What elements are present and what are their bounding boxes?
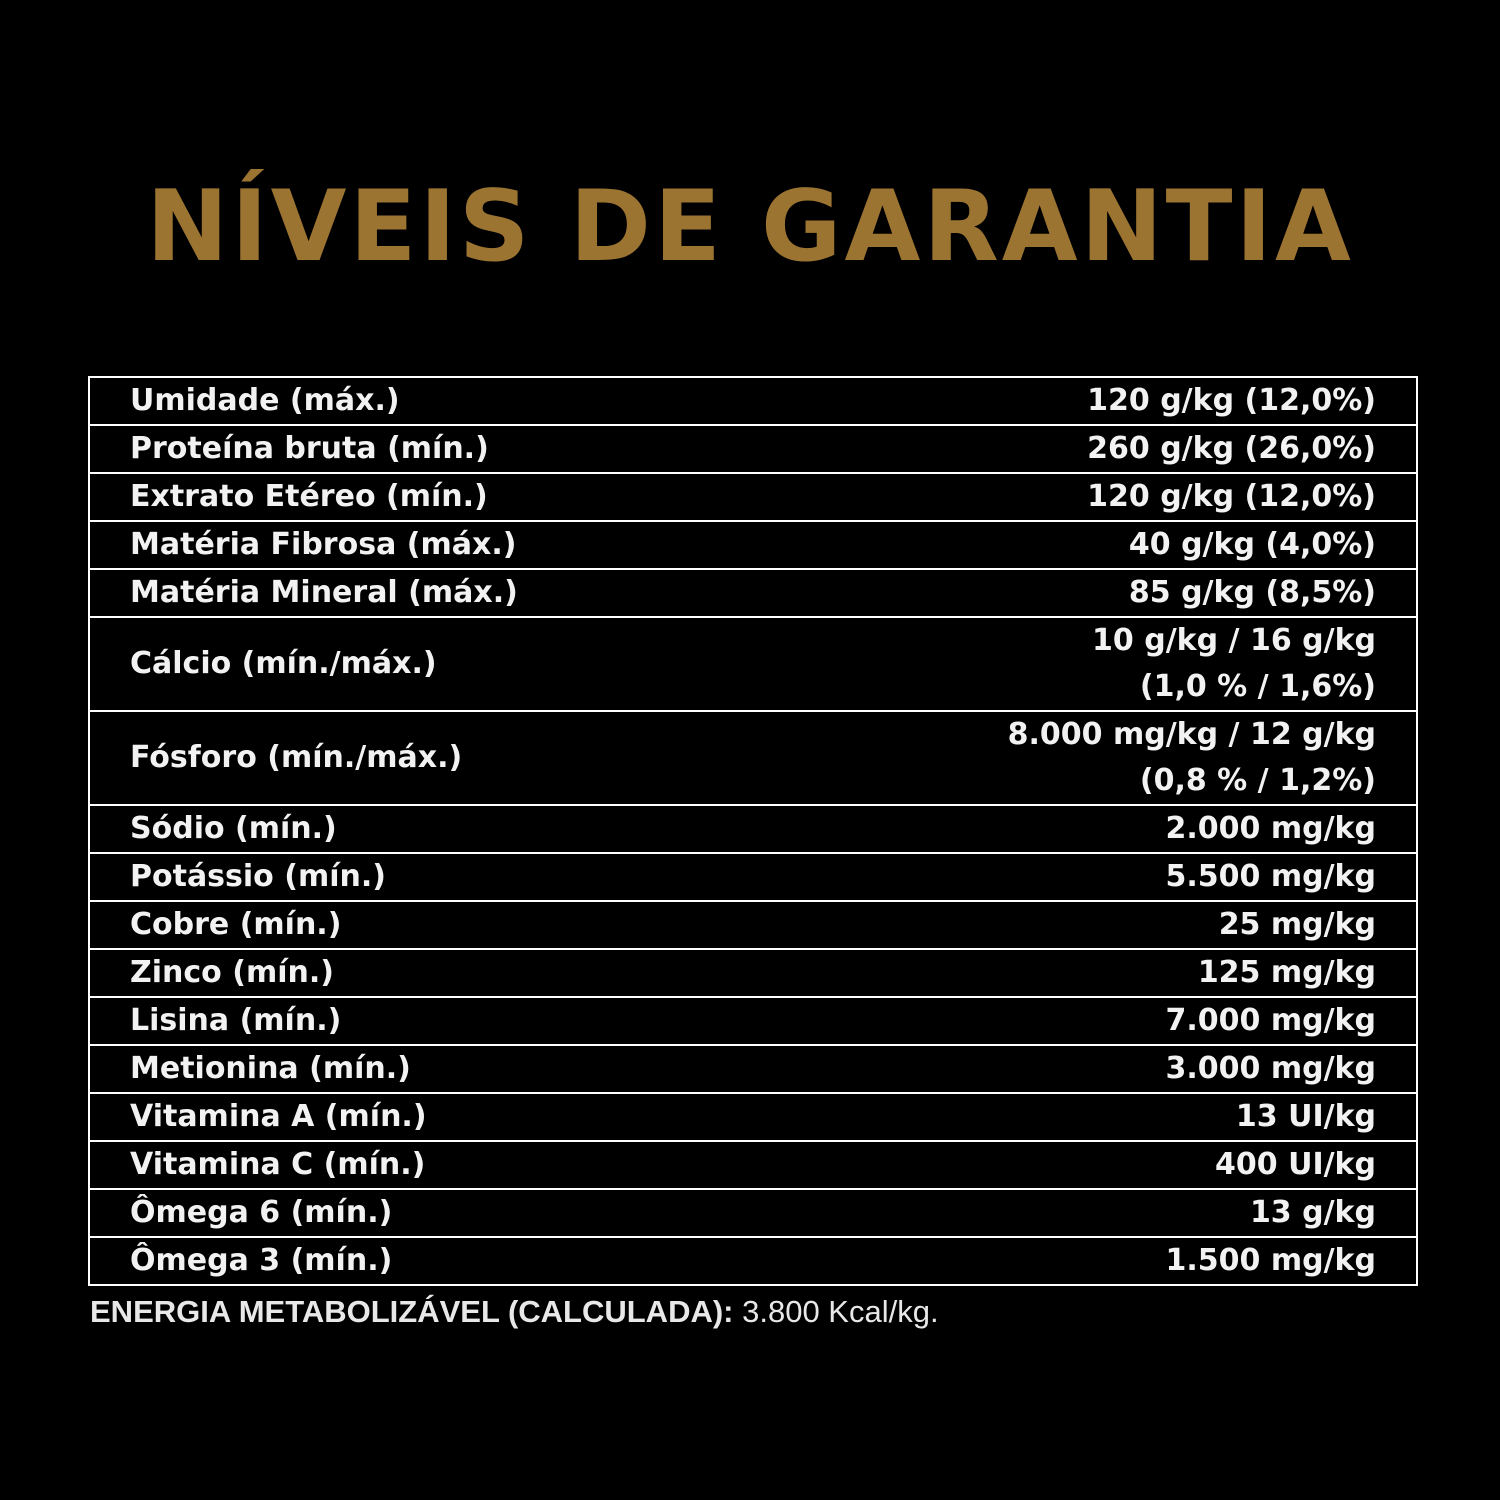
- nutrient-name: Fósforo (mín./máx.): [130, 740, 463, 775]
- table-row: [90, 378, 1416, 425]
- table-row: [90, 805, 1416, 853]
- page-title: NÍVEIS DE GARANTIA: [146, 170, 1354, 284]
- table-row: [90, 569, 1416, 617]
- nutrient-value: 10 g/kg / 16 g/kg: [1092, 623, 1376, 658]
- nutrient-value-cell: [768, 617, 1416, 711]
- nutrient-value: 85 g/kg (8,5%): [1128, 575, 1376, 610]
- nutrient-value: 125 mg/kg: [1197, 955, 1376, 990]
- guarantee-table-frame: [88, 376, 1418, 1286]
- nutrient-value: 13 g/kg: [1249, 1195, 1376, 1230]
- nutrient-value-percent: (1,0 % / 1,6%): [1139, 669, 1376, 704]
- nutrient-value: 13 UI/kg: [1235, 1099, 1376, 1134]
- nutrient-name: Proteína bruta (mín.): [130, 431, 489, 466]
- nutrient-value: 1.500 mg/kg: [1165, 1243, 1376, 1278]
- nutrient-value-cell: [768, 711, 1416, 805]
- table-row: [90, 997, 1416, 1045]
- nutrient-value-percent: (0,8 % / 1,2%): [1139, 763, 1376, 798]
- energy-value: 3.800 Kcal/kg.: [733, 1294, 939, 1329]
- nutrient-value: 120 g/kg (12,0%): [1087, 383, 1376, 418]
- nutrient-name: Lisina (mín.): [130, 1003, 342, 1038]
- nutrient-name: Matéria Mineral (máx.): [130, 575, 518, 610]
- energy-label: ENERGIA METABOLIZÁVEL (CALCULADA):: [90, 1294, 734, 1329]
- nutrient-value: 8.000 mg/kg / 12 g/kg: [1007, 717, 1376, 752]
- nutrient-value: 2.000 mg/kg: [1165, 811, 1376, 846]
- table-row: [90, 949, 1416, 997]
- table-row: [90, 425, 1416, 473]
- table-row: [90, 1093, 1416, 1141]
- nutrient-value: 3.000 mg/kg: [1165, 1051, 1376, 1086]
- nutrient-value: 260 g/kg (26,0%): [1087, 431, 1376, 466]
- table-row: [90, 901, 1416, 949]
- nutrient-name: Zinco (mín.): [130, 955, 334, 990]
- nutrient-value: 25 mg/kg: [1218, 907, 1376, 942]
- nutrient-name: Ômega 6 (mín.): [130, 1195, 393, 1230]
- nutrient-name: Vitamina A (mín.): [130, 1099, 427, 1134]
- nutrient-value: 5.500 mg/kg: [1165, 859, 1376, 894]
- table-row: [90, 617, 1416, 711]
- nutrient-name: Cobre (mín.): [130, 907, 342, 942]
- table-row: [90, 1045, 1416, 1093]
- nutrient-name: Umidade (máx.): [130, 383, 400, 418]
- nutrient-name: Sódio (mín.): [130, 811, 337, 846]
- table-row: [90, 1189, 1416, 1237]
- table-row: [90, 853, 1416, 901]
- guarantee-levels-table: [90, 378, 1416, 1284]
- table-row: [90, 711, 1416, 805]
- nutrient-name: Vitamina C (mín.): [130, 1147, 426, 1182]
- table-row: [90, 521, 1416, 569]
- nutrient-name: Ômega 3 (mín.): [130, 1243, 393, 1278]
- nutrient-name: Potássio (mín.): [130, 859, 386, 894]
- table-row: [90, 473, 1416, 521]
- nutrient-value: 40 g/kg (4,0%): [1128, 527, 1376, 562]
- nutrient-name: Metionina (mín.): [130, 1051, 411, 1086]
- nutrient-name: Extrato Etéreo (mín.): [130, 479, 488, 514]
- metabolizable-energy-note: [90, 1292, 939, 1332]
- nutrient-name: Cálcio (mín./máx.): [130, 646, 437, 681]
- table-row: [90, 1237, 1416, 1284]
- nutrient-value: 120 g/kg (12,0%): [1087, 479, 1376, 514]
- table-row: [90, 1141, 1416, 1189]
- nutrient-value: 400 UI/kg: [1215, 1147, 1376, 1182]
- nutrient-value: 7.000 mg/kg: [1165, 1003, 1376, 1038]
- nutrient-name: Matéria Fibrosa (máx.): [130, 527, 517, 562]
